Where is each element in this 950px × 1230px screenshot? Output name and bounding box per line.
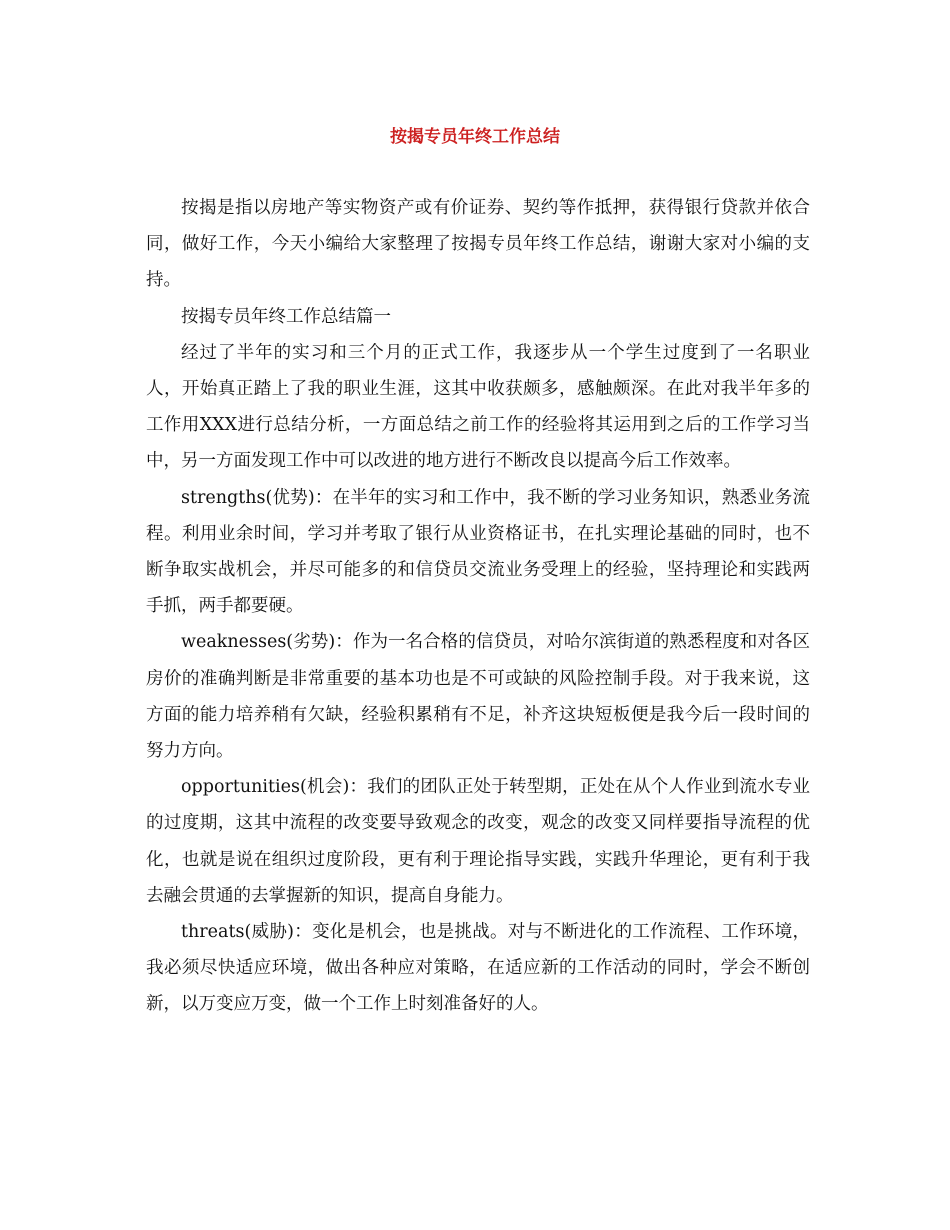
document-body [146,190,810,1023]
document-title: 按揭专员年终工作总结 [390,127,560,147]
intro-paragraph: 按揭是指以房地产等实物资产或有价证券、契约等作抵押，获得银行贷款并依合同，做好工作，今天小编给大家整理了按揭专员年终工作总结，谢谢大家对小编的支持。 [146,198,810,291]
strengths-paragraph: strengths(优势)：在半年的实习和工作中，我不断的学习业务知识，熟悉业务流程。利用业余时间，学习并考取了银行从业资格证书，在扎实理论基础的同时，也不断争取实战机会，并尽可能多的和信贷员交流业务受理上的经验，坚持理论和实践两手抓，两手都要硬。 [146,487,810,617]
section-heading: 按揭专员年终工作总结篇一 [181,306,391,327]
body-paragraph: 经过了半年的实习和三个月的正式工作，我逐步从一个学生过度到了一名职业人，开始真正踏上了我的职业生涯，这其中收获颇多，感触颇深。在此对我半年多的工作用XXX进行总结分析，一方面总结之前工作的经验将其运用到之后的工作学习当中，另一方面发现工作中可以改进的地方进行不断改良以提高今后工作效率。 [146,342,810,472]
opportunities-paragraph: opportunities(机会)：我们的团队正处于转型期，正处在从个人作业到流水专业的过度期，这其中流程的改变要导致观念的改变，观念的改变又同样要指导流程的优化，也就是说在组织过度阶段，更有利于理论指导实践，实践升华理论，更有利于我去融会贯通的去掌握新的知识，提高自身能力。 [146,777,810,906]
threats-paragraph: threats(威胁)：变化是机会，也是挑战。对与不断进化的工作流程、工作环境，我必须尽快适应环境，做出各种应对策略，在适应新的工作活动的同时，学会不断创新，以万变应万变，做一个工作上时刻准备好的人。 [146,922,810,1015]
weaknesses-paragraph: weaknesses(劣势)：作为一名合格的信贷员，对哈尔滨街道的熟悉程度和对各区房价的准确判断是非常重要的基本功也是不可或缺的风险控制手段。对于我来说，这方面的能力培养稍有欠缺，经验积累稍有不足，补齐这块短板便是我今后一段时间的努力方向。 [146,632,810,762]
